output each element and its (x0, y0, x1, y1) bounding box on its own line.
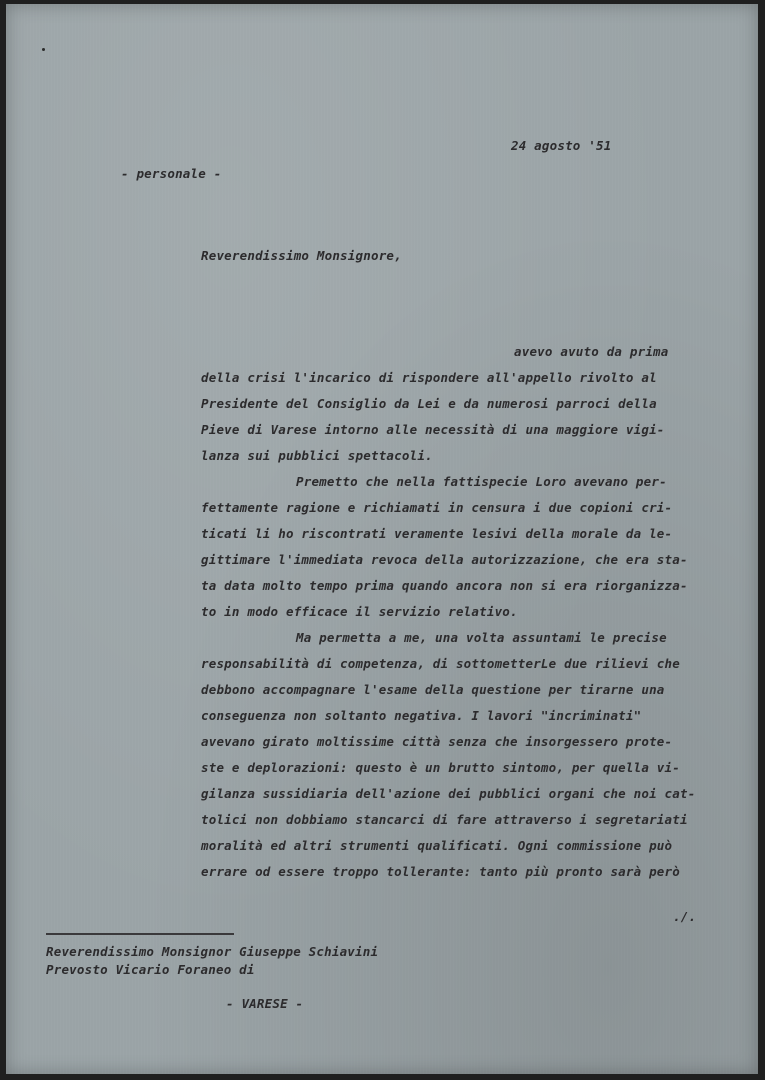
body-line: moralità ed altri strumenti qualificati. Ogni commissione può (201, 838, 673, 853)
addressee-name: Reverendissimo Monsignor Giuseppe Schiavini (46, 944, 379, 959)
addressee-title: Prevosto Vicario Foraneo di (46, 962, 255, 977)
body-line: gilanza sussidiaria dell'azione dei pubblici organi che noi cat- (201, 786, 696, 801)
letter-date: 24 agosto '51 (511, 138, 612, 153)
body-line: della crisi l'incarico di rispondere all'appello rivolto al (201, 370, 657, 385)
body-line: avevo avuto da prima (514, 344, 669, 359)
body-line: Presidente del Consiglio da Lei e da numerosi parroci della (201, 396, 657, 411)
body-line: to in modo efficace il servizio relativo. (201, 604, 518, 619)
body-line: fettamente ragione e richiamati in censura i due copioni cri- (201, 500, 673, 515)
body-line: Ma permetta a me, una volta assuntami le precise (296, 630, 667, 645)
body-line: debbono accompagnare l'esame della questione per tirarne una (201, 682, 665, 697)
body-line: ta data molto tempo prima quando ancora non si era riorganizza- (201, 578, 688, 593)
body-line: conseguenza non soltanto negativa. I lavori "incriminati" (201, 708, 642, 723)
letter-page (6, 4, 758, 1074)
body-line: Pieve di Varese intorno alle necessità di una maggiore vigi- (201, 422, 665, 437)
body-line: errare od essere troppo tollerante: tanto più pronto sarà però (201, 864, 680, 879)
body-line: gittimare l'immediata revoca della autorizzazione, che era sta- (201, 552, 688, 567)
continuation-mark: ./. (673, 909, 697, 924)
body-line: ticati li ho riscontrati veramente lesivi della morale da le- (201, 526, 673, 541)
body-line: avevano girato moltissime città senza che insorgessero prote- (201, 734, 673, 749)
letter-body (201, 339, 701, 885)
salutation: Reverendissimo Monsignore, (201, 248, 402, 263)
body-line: Premetto che nella fattispecie Loro avevano per- (296, 474, 667, 489)
body-line: tolici non dobbiamo stancarci di fare attraverso i segretariati (201, 812, 688, 827)
body-line: lanza sui pubblici spettacoli. (201, 448, 433, 463)
addressee-separator (46, 933, 234, 935)
body-line: ste e deplorazioni: questo è un brutto sintomo, per quella vi- (201, 760, 680, 775)
ink-speck (42, 48, 45, 51)
confidential-mark: - personale - (121, 166, 222, 181)
addressee-city: - VARESE - (226, 996, 304, 1011)
body-line: responsabilità di competenza, di sottometterLe due rilievi che (201, 656, 680, 671)
